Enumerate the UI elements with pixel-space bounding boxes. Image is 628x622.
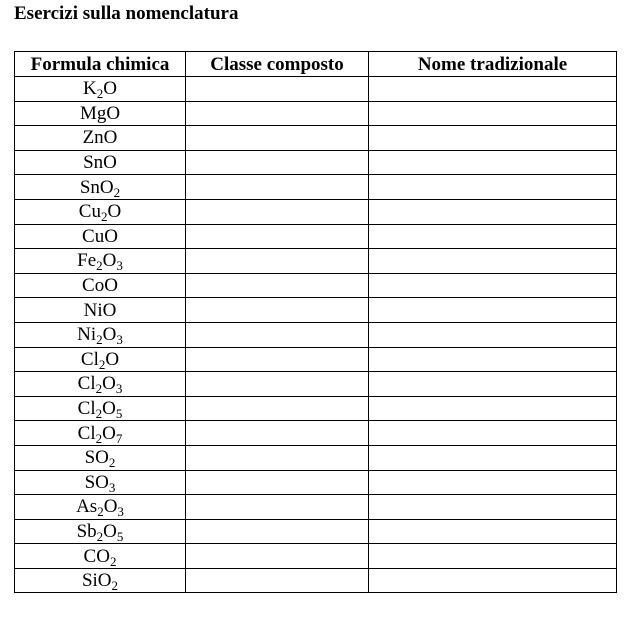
name-answer-cell[interactable] [369, 495, 617, 520]
name-answer-cell[interactable] [369, 77, 617, 102]
name-answer-cell[interactable] [369, 322, 617, 347]
formula-text: K [83, 78, 97, 100]
name-answer-cell[interactable] [369, 372, 617, 397]
class-answer-cell[interactable] [186, 249, 369, 274]
table-row [15, 347, 617, 372]
class-answer-cell[interactable] [186, 544, 369, 569]
table-row [15, 568, 617, 593]
table-body [15, 77, 617, 593]
formula-subscript: 3 [116, 332, 123, 348]
formula-text: CoO [82, 275, 118, 297]
table-row [15, 396, 617, 421]
table-row [15, 101, 617, 126]
formula-subscript: 7 [115, 430, 123, 446]
class-answer-cell[interactable] [186, 519, 369, 544]
formula-cell [15, 101, 186, 126]
formula-cell [15, 175, 186, 200]
nomenclature-table [14, 51, 617, 593]
class-answer-cell[interactable] [186, 175, 369, 200]
formula-subscript: 2 [113, 184, 121, 200]
class-answer-cell[interactable] [186, 77, 369, 102]
formula-text: O [102, 250, 117, 272]
formula-text: O [102, 422, 116, 444]
name-answer-cell[interactable] [369, 519, 617, 544]
name-answer-cell[interactable] [369, 298, 617, 323]
table-row [15, 77, 617, 102]
table-row [15, 150, 617, 175]
class-answer-cell[interactable] [186, 372, 369, 397]
table-row [15, 322, 617, 347]
formula-subscript: 2 [100, 209, 108, 225]
formula-subscript: 2 [97, 504, 104, 520]
formula-subscript: 3 [108, 479, 116, 495]
name-answer-cell[interactable] [369, 421, 617, 446]
formula-text: SiO [81, 570, 112, 592]
formula-subscript: 2 [96, 258, 103, 274]
formula-subscript: 3 [117, 504, 124, 520]
formula-cell [15, 77, 186, 102]
formula-subscript: 5 [115, 406, 123, 421]
table-row [15, 544, 617, 569]
formula-cell [15, 396, 186, 421]
table-row [15, 224, 617, 249]
class-answer-cell[interactable] [186, 224, 369, 249]
table-row [15, 372, 617, 397]
formula-text: SnO [83, 152, 117, 174]
name-answer-cell[interactable] [369, 249, 617, 274]
formula-subscript: 2 [95, 406, 103, 421]
header-class: Classe composto [186, 52, 369, 77]
class-answer-cell[interactable] [186, 445, 369, 470]
table-row [15, 273, 617, 298]
name-answer-cell[interactable] [369, 396, 617, 421]
name-answer-cell[interactable] [369, 101, 617, 126]
table-row [15, 126, 617, 151]
name-answer-cell[interactable] [369, 347, 617, 372]
formula-subscript: 2 [108, 455, 116, 470]
formula-text: Sb [76, 520, 97, 542]
header-name: Nome tradizionale [369, 52, 617, 77]
formula-cell [15, 445, 186, 470]
formula-text: CuO [82, 225, 118, 247]
formula-text: O [102, 373, 116, 395]
formula-subscript: 3 [116, 258, 123, 274]
formula-text: As [76, 496, 98, 518]
formula-text: O [103, 78, 117, 100]
formula-subscript: 2 [109, 553, 117, 569]
name-answer-cell[interactable] [369, 470, 617, 495]
page-title: Esercizi sulla nomenclatura [14, 3, 239, 24]
formula-cell [15, 347, 186, 372]
class-answer-cell[interactable] [186, 273, 369, 298]
class-answer-cell[interactable] [186, 396, 369, 421]
formula-cell [15, 519, 186, 544]
name-answer-cell[interactable] [369, 273, 617, 298]
table-row [15, 470, 617, 495]
class-answer-cell[interactable] [186, 568, 369, 593]
table-header-row [15, 52, 617, 77]
formula-text: ZnO [82, 127, 118, 149]
table-row [15, 421, 617, 446]
formula-cell [15, 199, 186, 224]
class-answer-cell[interactable] [186, 347, 369, 372]
formula-text: SnO [79, 176, 114, 198]
name-answer-cell[interactable] [369, 445, 617, 470]
header-formula: Formula chimica [15, 52, 186, 77]
formula-text: NiO [83, 299, 117, 321]
formula-cell [15, 126, 186, 151]
class-answer-cell[interactable] [186, 298, 369, 323]
name-answer-cell[interactable] [369, 150, 617, 175]
class-answer-cell[interactable] [186, 126, 369, 151]
formula-subscript: 2 [98, 356, 106, 372]
formula-text: Cl [77, 373, 96, 395]
formula-text: O [103, 520, 117, 542]
class-answer-cell[interactable] [186, 150, 369, 175]
formula-cell [15, 249, 186, 274]
name-answer-cell[interactable] [369, 126, 617, 151]
formula-subscript: 3 [115, 381, 123, 397]
formula-text: O [102, 324, 117, 346]
formula-text: Cu [78, 201, 101, 223]
formula-cell [15, 421, 186, 446]
formula-subscript: 2 [111, 578, 119, 593]
formula-text: SO [84, 447, 109, 469]
name-answer-cell[interactable] [369, 175, 617, 200]
formula-cell [15, 470, 186, 495]
formula-text: Cl [77, 422, 96, 444]
formula-cell [15, 372, 186, 397]
formula-text: Cl [77, 398, 96, 420]
formula-subscript: 2 [96, 86, 104, 102]
formula-text: O [103, 496, 118, 518]
formula-subscript: 5 [116, 528, 124, 544]
formula-text: SO [84, 471, 109, 493]
formula-text: O [105, 348, 120, 370]
formula-subscript: 2 [96, 528, 104, 544]
class-answer-cell[interactable] [186, 470, 369, 495]
table-row [15, 519, 617, 544]
formula-text: Cl [80, 348, 99, 370]
table-row [15, 445, 617, 470]
formula-cell [15, 568, 186, 593]
formula-cell [15, 273, 186, 298]
formula-subscript: 2 [95, 430, 103, 446]
formula-text: O [102, 398, 116, 420]
formula-cell [15, 322, 186, 347]
formula-text: MgO [79, 102, 121, 124]
table-row [15, 199, 617, 224]
formula-cell [15, 224, 186, 249]
name-answer-cell[interactable] [369, 224, 617, 249]
name-answer-cell[interactable] [369, 568, 617, 593]
table-row [15, 495, 617, 520]
class-answer-cell[interactable] [186, 101, 369, 126]
name-answer-cell[interactable] [369, 544, 617, 569]
formula-cell [15, 150, 186, 175]
formula-cell [15, 298, 186, 323]
formula-text: Fe [77, 250, 97, 272]
formula-subscript: 2 [96, 332, 103, 348]
table-row [15, 175, 617, 200]
table-row [15, 249, 617, 274]
formula-text: O [107, 201, 122, 223]
class-answer-cell[interactable] [186, 495, 369, 520]
formula-cell [15, 544, 186, 569]
class-answer-cell[interactable] [186, 421, 369, 446]
class-answer-cell[interactable] [186, 322, 369, 347]
formula-cell [15, 495, 186, 520]
formula-subscript: 2 [95, 381, 103, 397]
formula-text: Ni [77, 324, 97, 346]
table-row [15, 298, 617, 323]
name-answer-cell[interactable] [369, 199, 617, 224]
formula-text: CO [83, 545, 110, 567]
class-answer-cell[interactable] [186, 199, 369, 224]
